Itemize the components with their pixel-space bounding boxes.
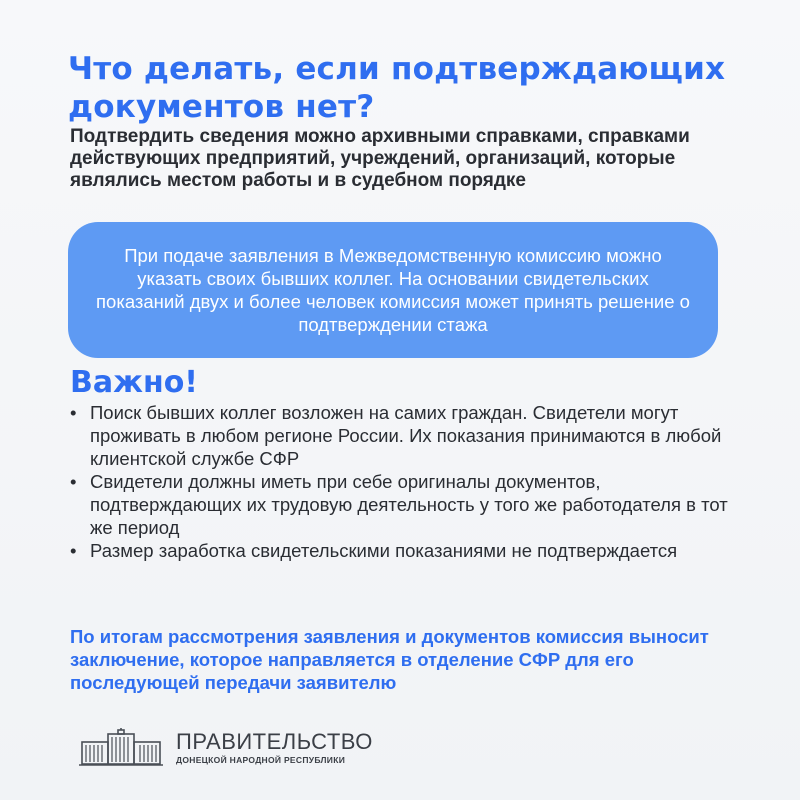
- logo-subtitle: ДОНЕЦКОЙ НАРОДНОЙ РЕСПУБЛИКИ: [176, 755, 346, 765]
- important-list: [70, 401, 750, 562]
- logo-title: ПРАВИТЕЛЬСТВО: [176, 729, 373, 754]
- important-heading: Важно!: [70, 365, 198, 400]
- callout-text: При подаче заявления в Межведомственную комиссию можно указать своих бывших коллег. На основании свидетельских показаний двух и более человек комиссия может принять решение о подтверждении стажа: [96, 245, 690, 335]
- callout-box: [68, 222, 718, 358]
- government-logo: [78, 728, 373, 768]
- subtitle-text: Подтвердить сведения можно архивными справками, справками действующих предприятий, учреждений, организаций, которые являлись местом работы и в судебном порядке: [70, 126, 690, 191]
- list-item: • Размер заработка свидетельскими показаниями не подтверждается: [70, 539, 750, 562]
- conclusion-text: По итогам рассмотрения заявления и документов комиссия выносит заключение, которое направляется в отделение СФР для его последующей передачи заявителю: [70, 626, 709, 693]
- page-title: Что делать, если подтверждающих документов нет?: [68, 51, 726, 125]
- list-item: • Поиск бывших коллег возложен на самих граждан. Свидетели могут проживать в любом регионе России. Их показания принимаются в любой клиентской службе СФР: [70, 401, 750, 470]
- list-item: • Свидетели должны иметь при себе оригиналы документов, подтверждающих их трудовую деятельность у того же работодателя в тот же период: [70, 470, 750, 539]
- government-building-icon: [78, 728, 164, 768]
